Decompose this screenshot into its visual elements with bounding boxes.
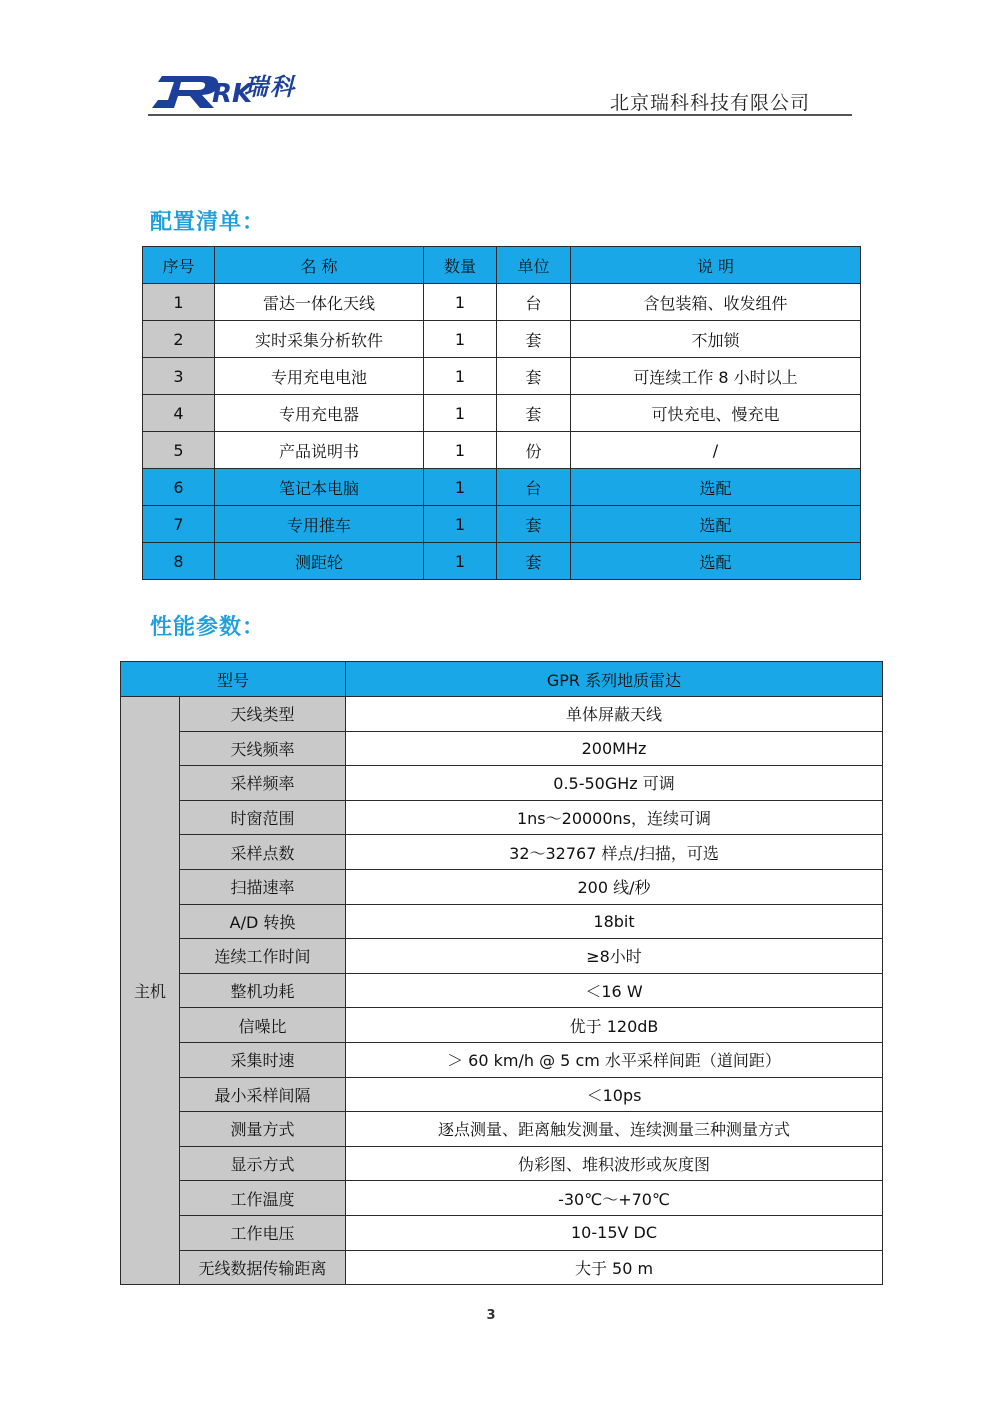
spec-name: 工作电压 [180,1215,346,1250]
header-note: 说 明 [571,247,861,284]
item-qty: 1 [424,543,497,580]
table-row [143,432,861,469]
row-number: 6 [143,469,215,506]
table-row [121,973,883,1008]
spec-name: 信噪比 [180,1008,346,1043]
item-unit: 台 [497,469,571,506]
table-row [121,1077,883,1112]
header-qty: 数量 [424,247,497,284]
config-list-table [142,246,861,580]
item-unit: 台 [497,284,571,321]
spec-value: 18bit [346,904,883,939]
spec-value: 优于 120dB [346,1008,883,1043]
item-note: 选配 [571,469,861,506]
item-unit: 套 [497,358,571,395]
table-row [121,1008,883,1043]
spec-name: 扫描速率 [180,869,346,904]
company-logo [148,66,296,114]
item-unit: 套 [497,543,571,580]
spec-name: 天线类型 [180,697,346,732]
table-row [121,939,883,974]
spec-value: ≥8小时 [346,939,883,974]
item-name: 实时采集分析软件 [215,321,424,358]
spec-value: 单体屏蔽天线 [346,697,883,732]
table-row [121,904,883,939]
spec-value: -30℃～+70℃ [346,1181,883,1216]
row-number: 4 [143,395,215,432]
table-row [143,506,861,543]
table-row [121,766,883,801]
row-number: 8 [143,543,215,580]
config-header-row [143,247,861,284]
item-unit: 份 [497,432,571,469]
config-list-title: 配置清单： [150,210,266,235]
table-row [121,1250,883,1285]
table-row [121,1215,883,1250]
item-unit: 套 [497,506,571,543]
item-note: 可连续工作 8 小时以上 [571,358,861,395]
row-number: 5 [143,432,215,469]
spec-name: 无线数据传输距离 [180,1250,346,1285]
row-number: 7 [143,506,215,543]
spec-name: 测量方式 [180,1112,346,1147]
item-qty: 1 [424,469,497,506]
item-name: 专用充电电池 [215,358,424,395]
company-name: 北京瑞科科技有限公司 [609,92,810,114]
page-number: 3 [486,1308,496,1323]
rk-logo-icon [148,70,253,114]
item-name: 产品说明书 [215,432,424,469]
item-note: / [571,432,861,469]
table-row [121,1146,883,1181]
spec-name: 工作温度 [180,1181,346,1216]
page-header [148,66,852,118]
spec-name: 显示方式 [180,1146,346,1181]
item-name: 测距轮 [215,543,424,580]
spec-value: 200MHz [346,731,883,766]
item-note: 选配 [571,543,861,580]
item-qty: 1 [424,321,497,358]
svg-text:RK: RK [212,79,253,109]
item-qty: 1 [424,506,497,543]
spec-name: 采样频率 [180,766,346,801]
table-row [121,869,883,904]
spec-value: 10-15V DC [346,1215,883,1250]
table-row [143,543,861,580]
item-note: 选配 [571,506,861,543]
table-row [121,800,883,835]
table-row [143,469,861,506]
spec-value: 0.5-50GHz 可调 [346,766,883,801]
item-name: 雷达一体化天线 [215,284,424,321]
table-row [143,358,861,395]
performance-table [120,661,883,1285]
header-unit: 单位 [497,247,571,284]
item-unit: 套 [497,395,571,432]
spec-name: 采样点数 [180,835,346,870]
header-divider [148,114,852,116]
spec-value: ＜10ps [346,1077,883,1112]
spec-name: 整机功耗 [180,973,346,1008]
item-name: 笔记本电脑 [215,469,424,506]
spec-header-model-value: GPR 系列地质雷达 [346,662,883,697]
table-row [121,1112,883,1147]
row-number: 3 [143,358,215,395]
table-row [143,395,861,432]
spec-value: 逐点测量、距离触发测量、连续测量三种测量方式 [346,1112,883,1147]
item-name: 专用充电器 [215,395,424,432]
spec-value: 32～32767 样点/扫描，可选 [346,835,883,870]
spec-value: 伪彩图、堆积波形或灰度图 [346,1146,883,1181]
spec-name: 采集时速 [180,1042,346,1077]
spec-group-label: 主机 [121,697,180,1285]
item-note: 不加锁 [571,321,861,358]
item-qty: 1 [424,395,497,432]
spec-value: 大于 50 m [346,1250,883,1285]
spec-value: ＞ 60 km/h @ 5 cm 水平采样间距（道间距） [346,1042,883,1077]
table-row [121,1181,883,1216]
spec-value: 1ns～20000ns，连续可调 [346,800,883,835]
table-row [121,731,883,766]
spec-value: 200 线/秒 [346,869,883,904]
table-row [121,835,883,870]
item-name: 专用推车 [215,506,424,543]
spec-name: 最小采样间隔 [180,1077,346,1112]
spec-name: 天线频率 [180,731,346,766]
spec-name: 连续工作时间 [180,939,346,974]
spec-value: ＜16 W [346,973,883,1008]
item-unit: 套 [497,321,571,358]
performance-title: 性能参数： [150,615,266,640]
table-row [121,697,883,732]
row-number: 2 [143,321,215,358]
table-row [121,1042,883,1077]
item-note: 可快充电、慢充电 [571,395,861,432]
item-note: 含包装箱、收发组件 [571,284,861,321]
spec-header-model-label: 型号 [121,662,346,697]
table-row [143,284,861,321]
header-name: 名 称 [215,247,424,284]
table-row [143,321,861,358]
item-qty: 1 [424,284,497,321]
logo-chinese-text: 瑞科 [244,72,296,101]
row-number: 1 [143,284,215,321]
spec-name: A/D 转换 [180,904,346,939]
item-qty: 1 [424,358,497,395]
header-no: 序号 [143,247,215,284]
spec-name: 时窗范围 [180,800,346,835]
spec-header-row [121,662,883,697]
item-qty: 1 [424,432,497,469]
